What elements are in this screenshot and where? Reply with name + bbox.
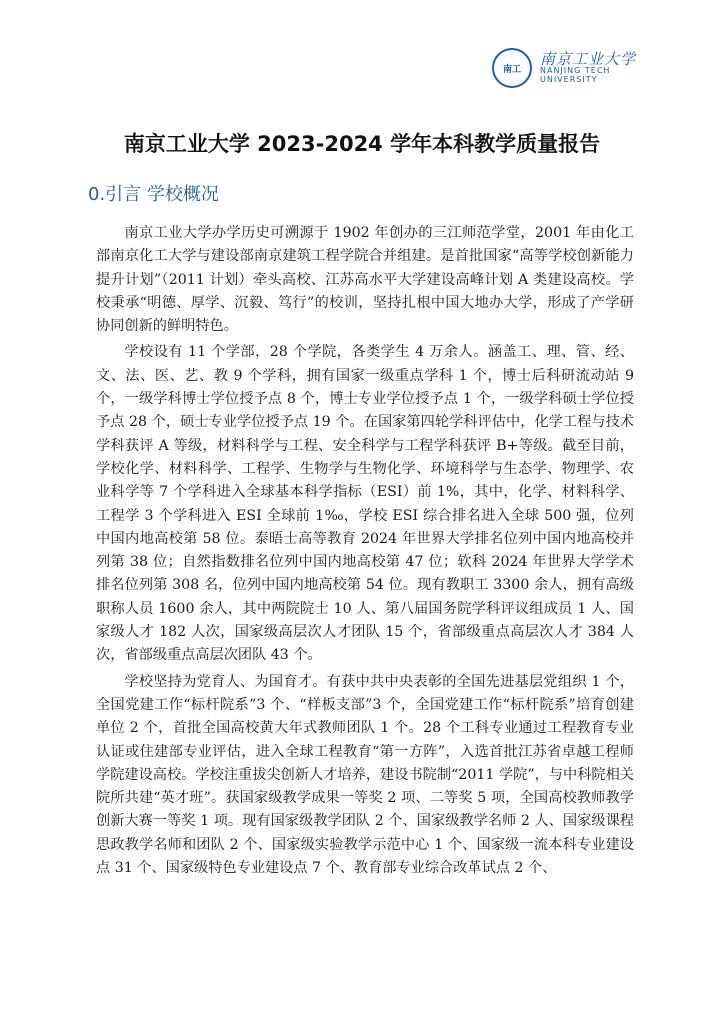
document-title: 南京工业大学 2023-2024 学年本科教学质量报告 xyxy=(123,132,601,156)
university-seal-icon xyxy=(492,48,532,88)
page-header xyxy=(0,0,724,90)
body-text xyxy=(96,222,634,883)
paragraph-history: 南京工业大学办学历史可溯源于 1902 年创办的三江师范学堂，2001 年由化工部南京化工大学与建设部南京建筑工程学院合并组建。是首批国家“高等学校创新能力提升计划”（2011 计划）牵头高校、江苏高水平大学建设高峰计划 A 类建设高校。学校秉承“明德、厚学、沉毅、笃行”的校训，坚持扎根中国大地办大学，形成了产学研协同创新的鲜明特色。 xyxy=(96,225,634,335)
logo-english-line1: NANJING TECH xyxy=(539,66,611,76)
logo-chinese-name: 南京工业大学 xyxy=(539,49,636,68)
logo-english-line2: UNIVERSITY xyxy=(539,74,598,84)
seal-text: 南工 xyxy=(502,64,521,75)
section-heading: 0.引言 学校概况 xyxy=(88,184,219,205)
paragraph-disciplines: 学校设有 11 个学部，28 个学院，各类学生 4 万余人。涵盖工、理、管、经、文、法、医、艺、教 9 个学科，拥有国家一级重点学科 1 个，博士后科研流动站 9 个，一级学科博士学位授予点 8 个，博士专业学位授予点 1 个，一级学科硕士学位授予点 28 个，硕士专业学位授予点 19 个。在国家第四轮学科评估中，化学工程与技术学科获评 A 等级，材料科学与工程、安全科学与工程学科获评 B+等级。截至目前，学校化学、材料科学、工程学、生物学与生物化学、环境科学与生态学、物理学、农业科学等 7 个学科进入全球基本科学指标（ESI）前 1%，其中，化学、材料科学、工程学 3 个学科进入 ESI 全球前 1‰，学校 ESI 综合排名进入全球 500 强，位列中国内地高校第 58 位。泰晤士高等教育 2024 年世界大学排名位列中国内地高校并列第 38 位；自然指数排名位列中国内地高校第 47 位；软科 2024 年世界大学学术排名位列第 308 名，位列中国内地高校第 54 位。现有教职工 3300 余人，拥有高级职称人员 1600 余人，其中两院院士 10 人、第八届国务院学科评议组成员 1 人、国家级人才 182 人次，国家级高层次人才团队 15 个，省部级重点高层次人才 384 人次，省部级重点高层次团队 43 个。 xyxy=(96,344,634,664)
logo-wordmark xyxy=(539,49,636,85)
paragraph-education: 学校坚持为党育人、为国育才。有获中共中央表彰的全国先进基层党组织 1 个，全国党建工作“标杆院系”3 个、“样板支部”3 个，全国党建工作“标杆院系”培育创建单位 2 个，首批全国高校黄大年式教师团队 1 个。28 个工科专业通过工程教育专业认证或住建部专业评估，进入全球工程教育“第一方阵”，入选首批江苏省卓越工程师学院建设高校。学校注重拔尖创新人才培养，建设书院制“2011 学院”，与中科院相关院所共建“英才班”。获国家级教学成果一等奖 2 项、二等奖 5 项，全国高校教师教学创新大赛一等奖 1 项。现有国家级教学团队 2 个、国家级教学名师 2 人、国家级课程思政教学名师和团队 2 个、国家级实验教学示范中心 1 个、国家级一流本科专业建设点 31 个、国家级特色专业建设点 7 个、教育部专业综合改革试点 2 个、 xyxy=(96,673,634,877)
university-logo xyxy=(492,48,636,88)
